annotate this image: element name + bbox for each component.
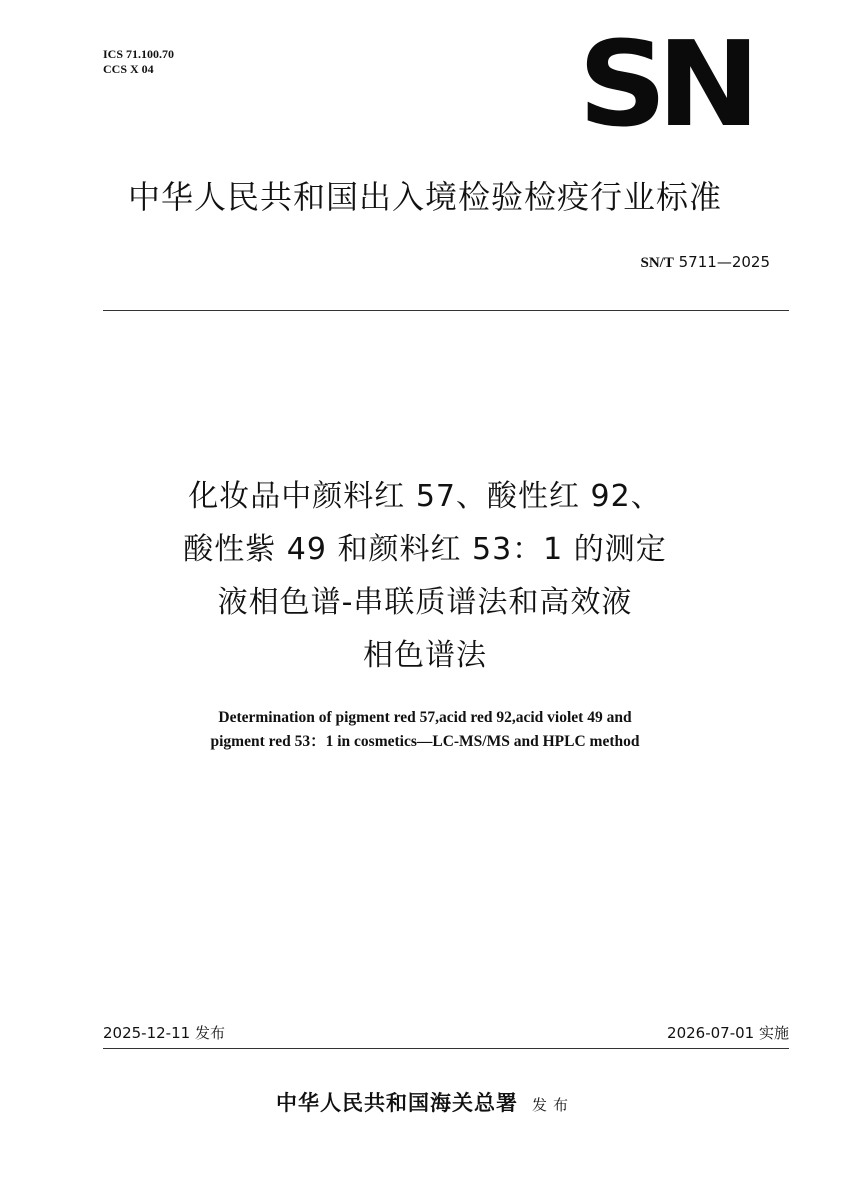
chinese-title-line: 相色谱法 xyxy=(363,638,487,673)
standard-code: 5711—2025 xyxy=(678,253,770,271)
ics-code: ICS 71.100.70 xyxy=(103,47,175,61)
standard-number xyxy=(641,253,771,272)
publisher-name: 中华人民共和国海关总署 xyxy=(275,1090,518,1115)
classification-codes xyxy=(103,47,174,77)
header-divider xyxy=(103,310,789,311)
ccs-code: CCS X 04 xyxy=(103,62,154,76)
english-title-line: Determination of pigment red 57,acid red 92,acid violet 49 and xyxy=(218,709,632,726)
sn-logo: SN xyxy=(578,15,750,153)
english-title xyxy=(0,706,850,754)
chinese-title-line: 酸性紫 49 和颜料红 53：1 的测定 xyxy=(183,532,667,567)
chinese-title xyxy=(0,470,850,682)
footer-divider xyxy=(103,1048,789,1049)
standard-prefix: SN/T xyxy=(640,255,674,271)
publisher xyxy=(0,1087,850,1117)
implementation-date: 2026-07-01 实施 xyxy=(667,1024,789,1042)
english-title-line: pigment red 53：1 in cosmetics—LC-MS/MS and HPLC method xyxy=(210,733,640,750)
publisher-suffix: 发布 xyxy=(531,1096,574,1114)
chinese-title-line: 化妆品中颜料红 57、酸性红 92、 xyxy=(188,479,662,514)
chinese-title-line: 液相色谱-串联质谱法和高效液 xyxy=(217,585,633,620)
issue-date: 2025-12-11 发布 xyxy=(103,1024,225,1042)
issuing-authority-heading: 中华人民共和国出入境检验检疫行业标准 xyxy=(127,178,722,216)
